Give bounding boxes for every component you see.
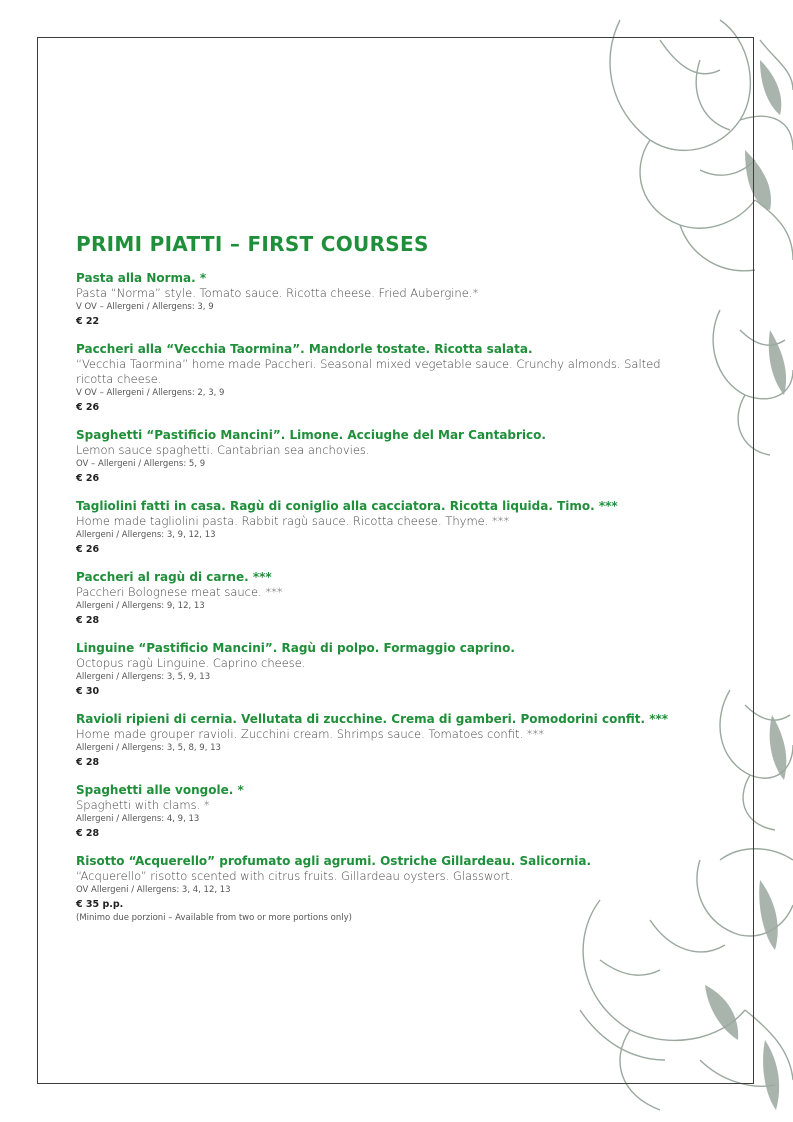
dish-description: Paccheri Bolognese meat sauce. *** (76, 585, 283, 599)
dish-price: € 30 (76, 686, 100, 697)
dish-item (76, 782, 676, 841)
dish-price: € 22 (76, 316, 100, 327)
dish-description: “Vecchia Taormina” home made Paccheri. Seasonal mixed vegetable sauce. Crunchy almonds. Salted ricotta cheese. (76, 357, 661, 386)
dish-price: € 28 (76, 757, 100, 768)
dish-title: Spaghetti alle vongole. * (76, 783, 244, 797)
dish-price: € 28 (76, 828, 100, 839)
dish-allergens: Allergeni / Allergens: 3, 5, 9, 13 (76, 672, 211, 682)
dish-allergens: OV – Allergeni / Allergens: 5, 9 (76, 459, 206, 469)
dish-item (76, 853, 676, 925)
dish-item (76, 569, 676, 628)
dish-description: Home made grouper ravioli. Zucchini cream. Shrimps sauce. Tomatoes confit. *** (76, 727, 545, 741)
dish-allergens: OV Allergeni / Allergens: 3, 4, 12, 13 (76, 885, 231, 895)
dish-description: Lemon sauce spaghetti. Cantabrian sea anchovies. (76, 443, 370, 457)
dish-allergens: Allergeni / Allergens: 3, 9, 12, 13 (76, 530, 216, 540)
dish-title: Risotto “Acquerello” profumato agli agrumi. Ostriche Gillardeau. Salicornia. (76, 854, 592, 868)
dish-title: Pasta alla Norma. * (76, 271, 207, 285)
dish-title: Spaghetti “Pastificio Mancini”. Limone. Acciughe del Mar Cantabrico. (76, 428, 546, 442)
dish-item (76, 711, 676, 770)
menu-content (76, 232, 676, 937)
dish-price: € 28 (76, 615, 100, 626)
dish-title: Linguine “Pastificio Mancini”. Ragù di polpo. Formaggio caprino. (76, 641, 515, 655)
dish-title: Paccheri alla “Vecchia Taormina”. Mandorle tostate. Ricotta salata. (76, 342, 533, 356)
dish-allergens: Allergeni / Allergens: 3, 5, 8, 9, 13 (76, 743, 221, 753)
dish-allergens: V OV – Allergeni / Allergens: 3, 9 (76, 302, 214, 312)
dish-allergens: Allergeni / Allergens: 4, 9, 13 (76, 814, 200, 824)
dish-item (76, 270, 676, 329)
dish-item (76, 498, 676, 557)
dish-description: Octopus ragù Linguine. Caprino cheese. (76, 656, 306, 670)
section-title: PRIMI PIATTI – FIRST COURSES (76, 232, 429, 256)
dish-price: € 26 (76, 402, 100, 413)
dish-price: € 35 p.p. (76, 899, 124, 910)
dish-description: Spaghetti with clams. * (76, 798, 210, 812)
dish-note: (Minimo due porzioni – Available from two or more portions only) (76, 913, 352, 923)
dish-description: “Acquerello” risotto scented with citrus fruits. Gillardeau oysters. Glasswort. (76, 869, 514, 883)
dish-allergens: V OV – Allergeni / Allergens: 2, 3, 9 (76, 388, 225, 398)
dish-title: Tagliolini fatti in casa. Ragù di coniglio alla cacciatora. Ricotta liquida. Timo. *** (76, 499, 618, 513)
dish-title: Paccheri al ragù di carne. *** (76, 570, 272, 584)
dish-title: Ravioli ripieni di cernia. Vellutata di zucchine. Crema di gamberi. Pomodorini confit. *** (76, 712, 669, 726)
dish-price: € 26 (76, 544, 100, 555)
dish-allergens: Allergeni / Allergens: 9, 12, 13 (76, 601, 205, 611)
dish-item (76, 427, 676, 486)
dish-price: € 26 (76, 473, 100, 484)
dish-item (76, 640, 676, 699)
dish-item (76, 341, 676, 415)
dish-description: Pasta “Norma” style. Tomato sauce. Ricotta cheese. Fried Aubergine.* (76, 286, 479, 300)
dish-description: Home made tagliolini pasta. Rabbit ragù sauce. Ricotta cheese. Thyme. *** (76, 514, 510, 528)
